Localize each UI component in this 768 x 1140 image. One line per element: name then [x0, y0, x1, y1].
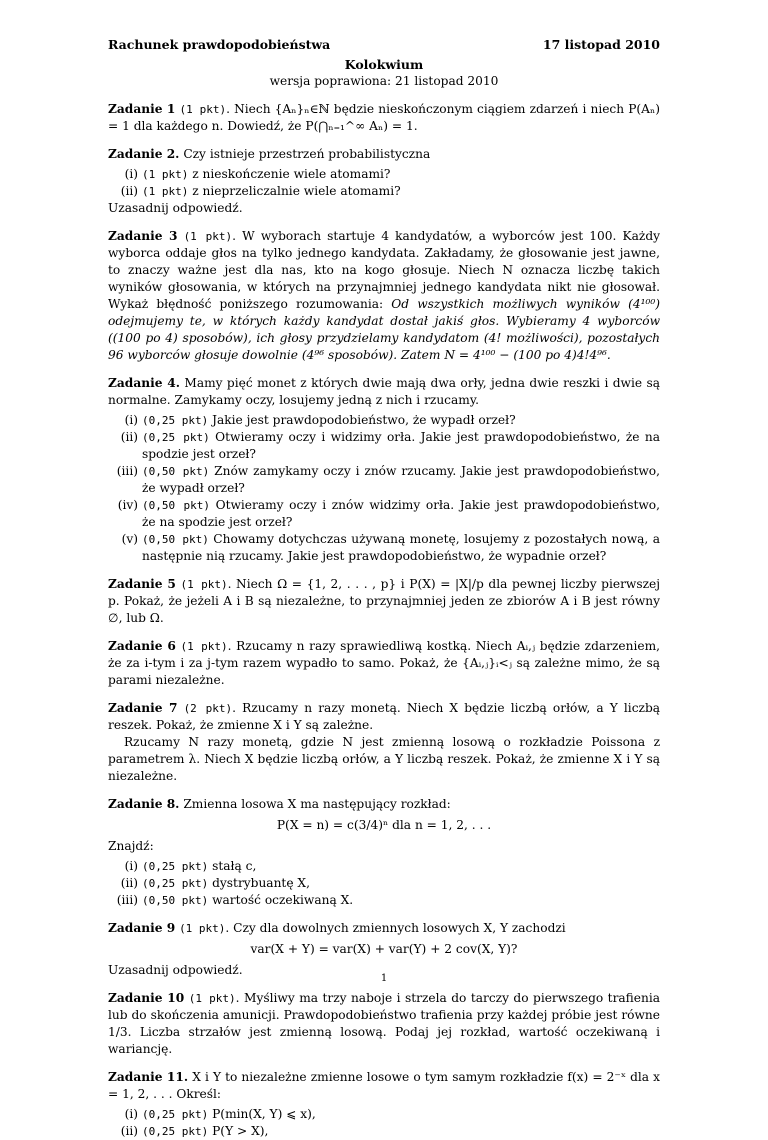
course-name: Rachunek prawdopodobieństwa — [108, 37, 331, 52]
subtask-points: (0,50 pkt) — [142, 894, 209, 907]
task-label: Zadanie 11. — [108, 1070, 189, 1084]
subtask-number: (i) — [124, 413, 138, 427]
task-label: Zadanie 5 — [108, 577, 176, 591]
subtask-number: (ii) — [120, 430, 138, 444]
task-label: Zadanie 8. — [108, 797, 180, 811]
variance-formula: var(X + Y) = var(X) + var(Y) + 2 cov(X, Y)? — [250, 942, 518, 956]
task-note: Uzasadnij odpowiedź. — [108, 201, 243, 215]
task-2 — [108, 146, 660, 217]
task-text: Zmienna losowa X ma następujący rozkład: — [183, 797, 451, 811]
task-note: Uzasadnij odpowiedź. — [108, 963, 243, 977]
subtask-item — [108, 892, 660, 909]
task-text: . W wyborach startuje 4 kandydatów, a wyborców jest 100. Każdy wyborca oddaje głos na tylko jednego kandydata. Zakładamy, że głosowanie jest jawne, to znaczy ważne jest dla nas, kto na kogo głosuje. Niech N oznacza liczbę takich wyników głosowania, w których na przynajmniej jednego kandydata nikt nie głosował. Wykaż błędność poniższego rozumowania: — [108, 229, 660, 311]
page-header — [108, 36, 660, 53]
task-prompt: Znajdź: — [108, 839, 154, 853]
subtask-number: (i) — [124, 859, 138, 873]
task-label: Zadanie 4. — [108, 376, 180, 390]
document-subtitle: wersja poprawiona: 21 listopad 2010 — [269, 74, 499, 88]
subtask-text: stałą c, — [212, 859, 257, 873]
task-label: Zadanie 6 — [108, 639, 176, 653]
subtask-text: Otwieramy oczy i widzimy orła. Jakie jest prawdopodobieństwo, że na spodzie jest orzeł? — [142, 430, 661, 461]
subtask-number: (i) — [124, 167, 138, 181]
task-5 — [108, 576, 660, 627]
task-text: X i Y to niezależne zmienne losowe o tym samym rozkładzie f(x) = 2⁻ˣ dla x = 1, 2, . . . Określ: — [108, 1070, 661, 1101]
task-points: (1 pkt) — [179, 103, 227, 116]
subtask-item — [108, 1123, 660, 1140]
task-text: . Niech Ω = {1, 2, . . . , p} i P(X) = |X|/p dla pewnej liczby pierwszej p. Pokaż, że jeżeli A i B są niezależne, to przynajmniej jeden ze zbiorów A i B jest równy ∅, lub Ω. — [108, 577, 661, 625]
task-label: Zadanie 10 — [108, 991, 185, 1005]
document-title: Kolokwium — [344, 57, 424, 72]
subtask-list — [108, 412, 660, 565]
subtask-item — [108, 166, 660, 183]
task-label: Zadanie 9 — [108, 921, 176, 935]
subtask-text: P(min(X, Y) ⩽ x), — [212, 1107, 316, 1121]
subtask-text: z nieprzeliczalnie wiele atomami? — [192, 184, 401, 198]
task-text: . Niech {Aₙ}ₙ∈ℕ będzie nieskończonym ciągiem zdarzeń i niech P(Aₙ) = 1 dla każdego n. Dowiedź, że P(⋂ₙ₌₁^∞ Aₙ) = 1. — [108, 102, 660, 133]
subtask-number: (iii) — [116, 464, 138, 478]
subtask-number: (ii) — [120, 184, 138, 198]
task-8 — [108, 796, 660, 909]
task-6 — [108, 638, 660, 689]
task-points: (1 pkt) — [180, 640, 228, 653]
subtask-number: (ii) — [120, 876, 138, 890]
subtask-points: (0,25 pkt) — [142, 860, 209, 873]
subtask-item — [108, 429, 660, 463]
subtask-text: Chowamy dotychczas używaną monetę, losujemy z pozostałych nową, a następnie nią rzucamy. Jakie jest prawdopodobieństwo, że wypadnie orzeł? — [142, 532, 660, 563]
subtask-points: (0,50 pkt) — [142, 499, 210, 512]
distribution-formula: P(X = n) = c(3/4)ⁿ dla n = 1, 2, . . . — [276, 818, 492, 832]
task-10 — [108, 990, 660, 1058]
subtask-text: z nieskończenie wiele atomami? — [192, 167, 391, 181]
task-1 — [108, 101, 660, 135]
subtask-points: (1 pkt) — [142, 168, 189, 181]
subtask-points: (0,25 pkt) — [142, 1125, 209, 1138]
subtask-text: dystrybuantę X, — [212, 876, 310, 890]
task-reasoning: Od wszystkich możliwych wyników (4¹⁰⁰) odejmujemy te, w których każdy kandydat dostał jakiś głos. Wybieramy 4 wyborców ((100 po 4) sposobów), ich głosy przydzielamy kandydatom (4! możliwości), pozostałych 96 wyborców głosuje dowolnie (4⁹⁶ sposobów). Zatem N = 4¹⁰⁰ − (100 po 4)4!4⁹⁶. — [108, 297, 660, 362]
subtask-text: Znów zamykamy oczy i znów rzucamy. Jakie jest prawdopodobieństwo, że wypadł orzeł? — [142, 464, 661, 495]
subtask-list — [108, 858, 660, 909]
subtask-item — [108, 531, 660, 565]
task-text: . Myśliwy ma trzy naboje i strzela do tarczy do pierwszego trafienia lub do skończenia amunicji. Prawdopodobieństwo trafienia przy każdej próbie jest równe 1/3. Liczba strzałów jest zmienną losową. Podaj jej rozkład, wartość oczekiwaną i wariancję. — [108, 991, 661, 1056]
subtask-item — [108, 1106, 660, 1123]
task-label: Zadanie 7 — [108, 701, 178, 715]
subtask-number: (v) — [121, 532, 138, 546]
subtask-text: wartość oczekiwaną X. — [212, 893, 354, 907]
task-label: Zadanie 1 — [108, 102, 176, 116]
subtask-list — [108, 1106, 660, 1140]
task-3 — [108, 228, 660, 364]
subtask-text: Jakie jest prawdopodobieństwo, że wypadł orzeł? — [212, 413, 516, 427]
subtask-item — [108, 858, 660, 875]
task-paragraph: Rzucamy N razy monetą, gdzie N jest zmienną losową o rozkładzie Poissona z parametrem λ. Niech X będzie liczbą orłów, a Y liczbą reszek. Pokaż, że zmienne X i Y są niezależne. — [108, 735, 660, 783]
task-label: Zadanie 3 — [108, 229, 178, 243]
subtask-points: (0,25 pkt) — [142, 1108, 209, 1121]
subtask-points: (0,50 pkt) — [142, 533, 209, 546]
task-label: Zadanie 2. — [108, 147, 180, 161]
task-points: (1 pkt) — [180, 578, 228, 591]
exam-date: 17 listopad 2010 — [542, 37, 660, 52]
subtask-number: (i) — [124, 1107, 138, 1121]
subtask-item — [108, 463, 660, 497]
subtask-item — [108, 183, 660, 200]
task-points: (1 pkt) — [179, 922, 226, 935]
subtask-item — [108, 412, 660, 429]
subtask-number: (ii) — [120, 1124, 138, 1138]
subtask-points: (0,25 pkt) — [142, 431, 210, 444]
subtask-points: (0,50 pkt) — [142, 465, 210, 478]
subtask-number: (iv) — [117, 498, 138, 512]
subtask-number: (iii) — [116, 893, 138, 907]
subtask-points: (1 pkt) — [142, 185, 189, 198]
task-text: . Czy dla dowolnych zmiennych losowych X, Y zachodzi — [225, 921, 566, 935]
task-text: . Rzucamy n razy sprawiedliwą kostką. Niech Aᵢ,ⱼ będzie zdarzeniem, że za i-tym i za j-tym razem wypadło to samo. Pokaż, że {Aᵢ,ⱼ}ᵢ<ⱼ są zależne mimo, że są parami niezależne. — [108, 639, 661, 687]
subtask-points: (0,25 pkt) — [142, 877, 209, 890]
task-11 — [108, 1069, 660, 1140]
task-7 — [108, 700, 660, 785]
task-points: (1 pkt) — [188, 992, 236, 1005]
subtask-item — [108, 497, 660, 531]
subtask-text: P(Y > X), — [212, 1124, 269, 1138]
task-4 — [108, 375, 660, 565]
subtask-text: Otwieramy oczy i znów widzimy orła. Jakie jest prawdopodobieństwo, że na spodzie jest orzeł? — [142, 498, 661, 529]
subtask-list — [108, 166, 660, 200]
subtask-points: (0,25 pkt) — [142, 414, 209, 427]
task-points: (2 pkt) — [183, 702, 233, 715]
page-number: 1 — [380, 973, 388, 984]
task-points: (1 pkt) — [183, 230, 233, 243]
task-text: . Rzucamy n razy monetą. Niech X będzie liczbą orłów, a Y liczbą reszek. Pokaż, że zmienne X i Y są zależne. — [108, 701, 661, 732]
task-text: Mamy pięć monet z których dwie mają dwa orły, jedna dwie reszki i dwie są normalne. Zamykamy oczy, losujemy jedną z nich i rzucamy. — [108, 376, 661, 407]
task-text: Czy istnieje przestrzeń probabilistyczna — [183, 147, 431, 161]
subtask-item — [108, 875, 660, 892]
